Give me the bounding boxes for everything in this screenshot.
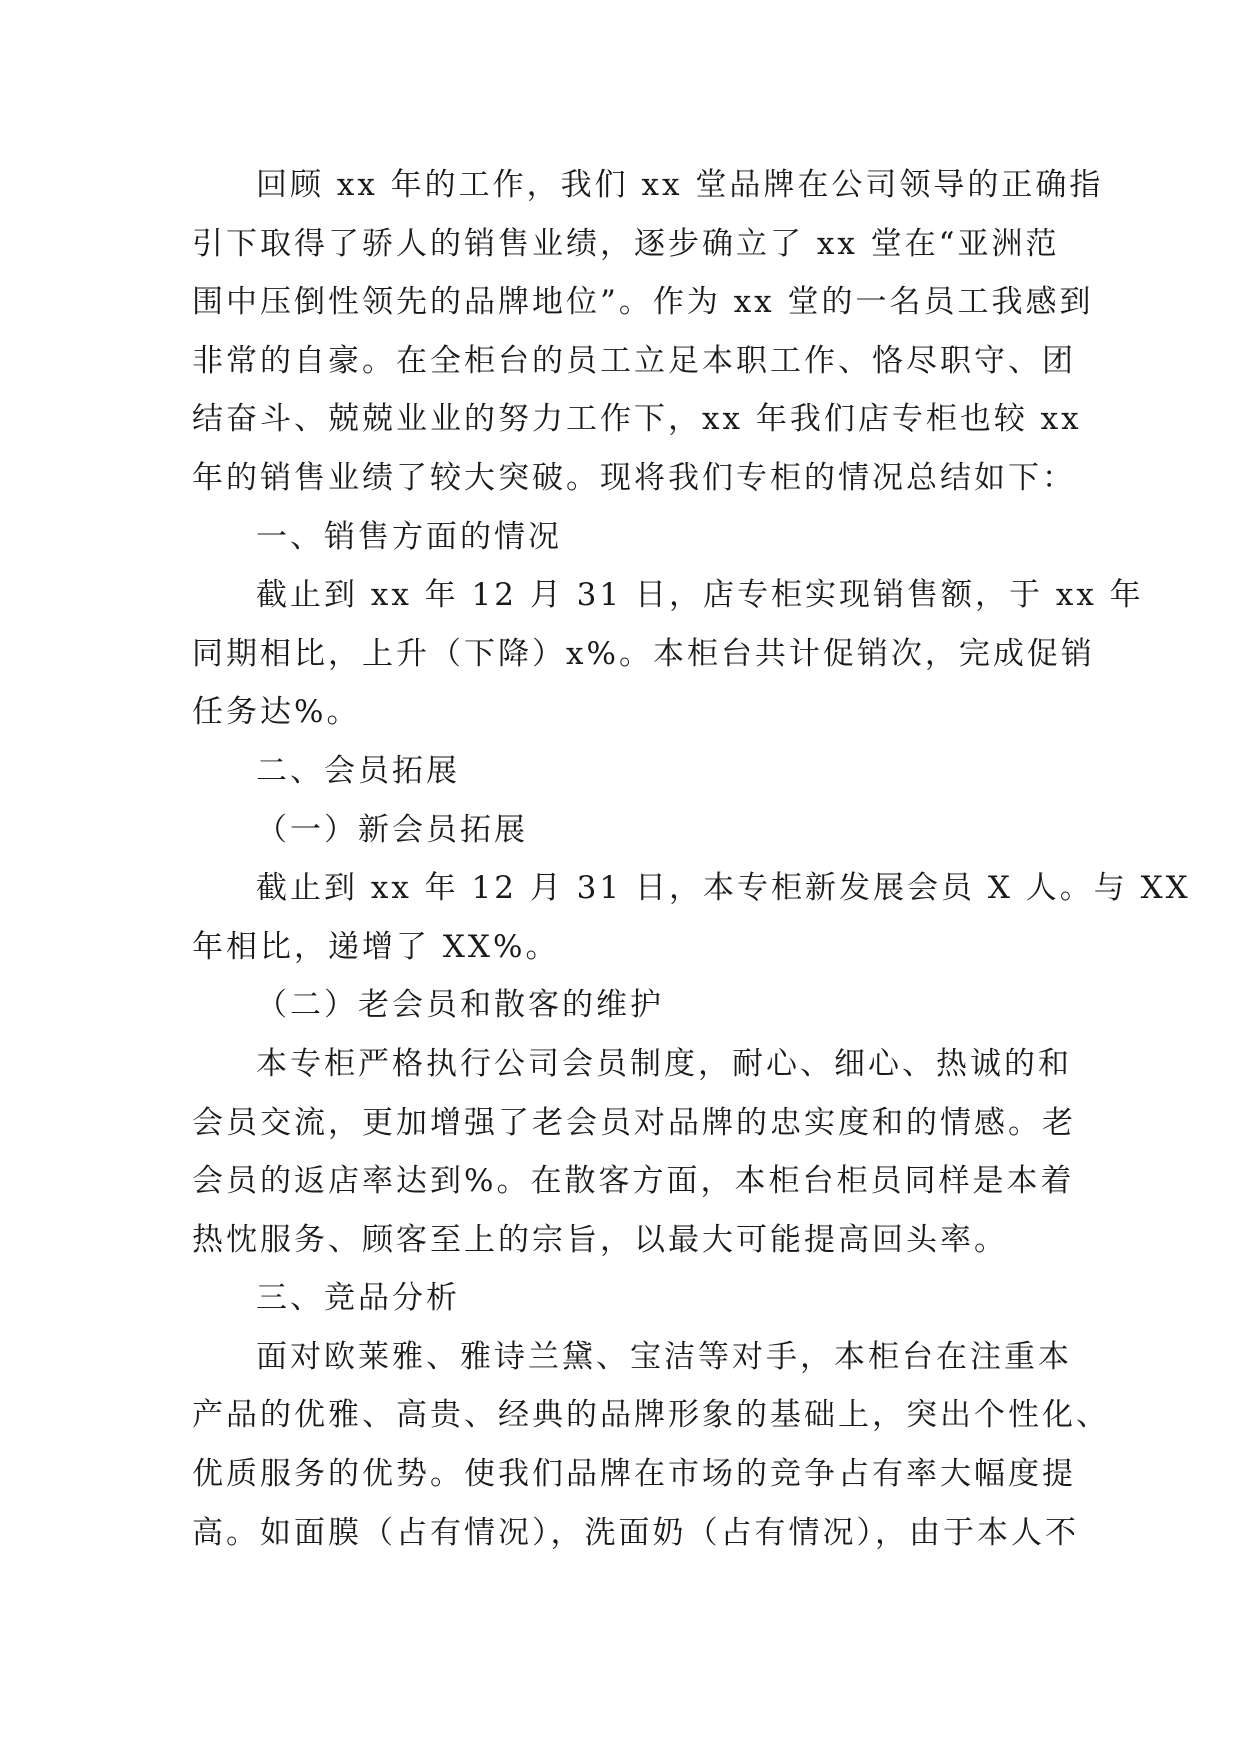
paragraph-line: 截止到 xx 年 12 月 31 日，本专柜新发展会员 X 人。与 XX	[256, 870, 1191, 907]
paragraph-line: 高。如面膜（占有情况），洗面奶（占有情况），由于本人不	[192, 1514, 1079, 1551]
paragraph-line: 会员的返店率达到%。在散客方面，本柜台柜员同样是本着	[192, 1163, 1075, 1200]
paragraph-line: 结奋斗、兢兢业业的努力工作下，xx 年我们店专柜也较 xx	[192, 401, 1082, 438]
paragraph-line: 年的销售业绩了较大突破。现将我们专柜的情况总结如下：	[192, 459, 1076, 496]
paragraph-line: 非常的自豪。在全柜台的员工立足本职工作、恪尽职守、团	[192, 342, 1076, 379]
paragraph-line: 面对欧莱雅、雅诗兰黛、宝洁等对手，本柜台在注重本	[256, 1338, 1072, 1375]
paragraph-line: 热忱服务、顾客至上的宗旨，以最大可能提高回头率。	[192, 1221, 1008, 1258]
paragraph-line: 截止到 xx 年 12 月 31 日，店专柜实现销售额，于 xx 年	[256, 577, 1144, 614]
subsection-heading: （一）新会员拓展	[256, 811, 528, 848]
paragraph-line: 产品的优雅、高贵、经典的品牌形象的基础上，突出个性化、	[192, 1397, 1110, 1434]
paragraph-line: 回顾 xx 年的工作，我们 xx 堂品牌在公司领导的正确指	[256, 167, 1104, 203]
paragraph-line: 同期相比，上升（下降）x%。本柜台共计促销次，完成促销	[192, 635, 1095, 672]
paragraph-line: 会员交流，更加增强了老会员对品牌的忠实度和的情感。老	[192, 1104, 1076, 1141]
paragraph-line: 本专柜严格执行公司会员制度，耐心、细心、热诚的和	[256, 1045, 1072, 1082]
paragraph-line: 年相比，递增了 XX%。	[192, 928, 560, 965]
section-heading: 一、销售方面的情况	[256, 518, 562, 555]
section-heading: 二、会员拓展	[256, 752, 460, 789]
document-body	[192, 156, 1191, 1562]
subsection-heading: （二）老会员和散客的维护	[256, 987, 664, 1024]
paragraph-line: 优质服务的优势。使我们品牌在市场的竞争占有率大幅度提	[192, 1456, 1076, 1493]
paragraph-line: 围中压倒性领先的品牌地位”。作为 xx 堂的一名员工我感到	[192, 284, 1094, 321]
paragraph-line: 任务达%。	[192, 694, 361, 731]
section-heading: 三、竞品分析	[256, 1280, 460, 1317]
paragraph-line: 引下取得了骄人的销售业绩，逐步确立了 xx 堂在“亚洲范	[192, 225, 1060, 262]
